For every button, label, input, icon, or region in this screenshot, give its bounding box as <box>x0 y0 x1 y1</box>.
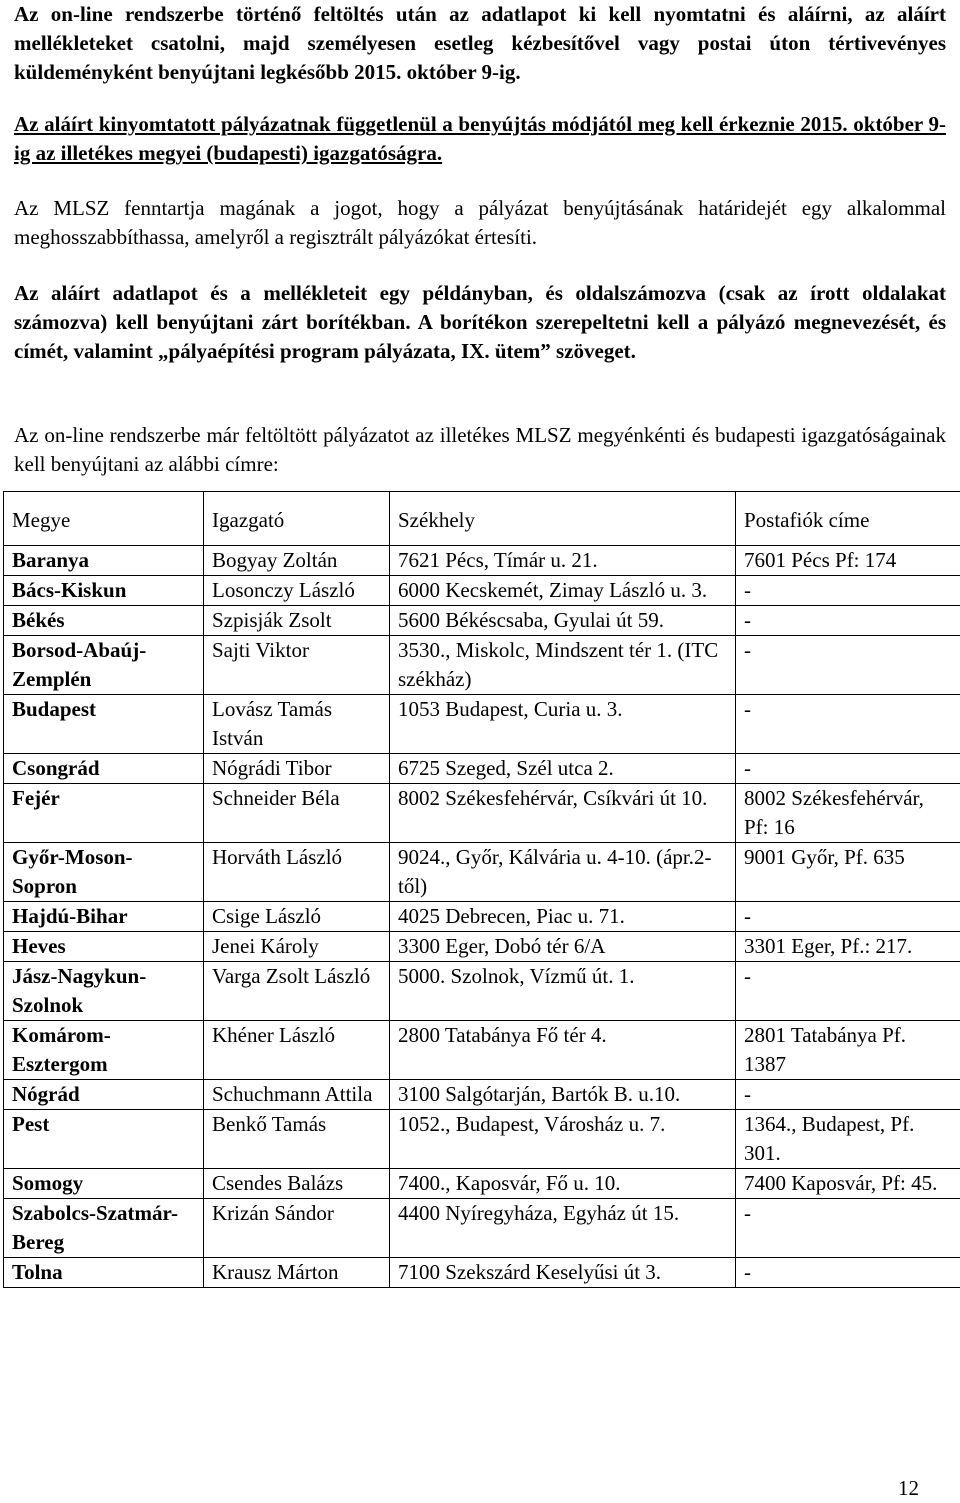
director-cell: Benkő Tamás <box>204 1110 390 1169</box>
county-cell: Tolna <box>4 1258 204 1288</box>
seat-cell: 4025 Debrecen, Piac u. 71. <box>390 902 736 932</box>
seat-cell: 1052., Budapest, Városház u. 7. <box>390 1110 736 1169</box>
header-seat: Székhely <box>390 492 736 546</box>
table-row <box>4 1110 960 1169</box>
envelope-paragraph: Az aláírt adatlapot és a mellékleteit egy példányban, és oldalszámozva (csak az írott oldalakat számozva) kell benyújtani zárt borítékban. A borítékon szerepeltetni kell a pályázó megnevezését, és címét, valamint „pályaépítési program pályázata, IX. ütem” szöveget. <box>14 279 946 366</box>
county-cell: Békés <box>4 606 204 636</box>
county-cell: Csongrád <box>4 754 204 784</box>
director-cell: Krizán Sándor <box>204 1199 390 1258</box>
address-intro-paragraph: Az on-line rendszerbe már feltöltött pályázatot az illetékes MLSZ megyénkénti és budapesti igazgatóságainak kell benyújtani az alábbi címre: <box>14 421 946 479</box>
pobox-cell: - <box>736 962 960 1021</box>
director-cell: Khéner László <box>204 1021 390 1080</box>
director-cell: Lovász Tamás István <box>204 695 390 754</box>
county-cell: Somogy <box>4 1169 204 1199</box>
pobox-cell: - <box>736 902 960 932</box>
county-cell: Győr-Moson-Sopron <box>4 843 204 902</box>
director-cell: Csige László <box>204 902 390 932</box>
seat-cell: 5600 Békéscsaba, Gyulai út 59. <box>390 606 736 636</box>
county-cell: Szabolcs-Szatmár-Bereg <box>4 1199 204 1258</box>
deadline-paragraph: Az aláírt kinyomtatott pályázatnak függetlenül a benyújtás módjától meg kell érkeznie 2015. október 9-ig az illetékes megyei (budapesti) igazgatóságra. <box>14 110 946 168</box>
pobox-cell: - <box>736 606 960 636</box>
pobox-cell: - <box>736 1080 960 1110</box>
seat-cell: 1053 Budapest, Curia u. 3. <box>390 695 736 754</box>
director-cell: Varga Zsolt László <box>204 962 390 1021</box>
seat-cell: 7100 Szekszárd Keselyűsi út 3. <box>390 1258 736 1288</box>
county-cell: Baranya <box>4 546 204 576</box>
director-cell: Losonczy László <box>204 576 390 606</box>
header-director: Igazgató <box>204 492 390 546</box>
table-row <box>4 576 960 606</box>
county-cell: Nógrád <box>4 1080 204 1110</box>
pobox-cell: 8002 Székesfehérvár, Pf: 16 <box>736 784 960 843</box>
director-cell: Krausz Márton <box>204 1258 390 1288</box>
county-cell: Jász-Nagykun-Szolnok <box>4 962 204 1021</box>
pobox-cell: 7601 Pécs Pf: 174 <box>736 546 960 576</box>
table-row <box>4 784 960 843</box>
seat-cell: 2800 Tatabánya Fő tér 4. <box>390 1021 736 1080</box>
page-number: 12 <box>898 1474 919 1503</box>
table-row <box>4 695 960 754</box>
table-row <box>4 932 960 962</box>
seat-cell: 3530., Miskolc, Mindszent tér 1. (ITC székház) <box>390 636 736 695</box>
county-cell: Pest <box>4 1110 204 1169</box>
pobox-cell: - <box>736 1199 960 1258</box>
pobox-cell: - <box>736 695 960 754</box>
extension-paragraph: Az MLSZ fenntartja magának a jogot, hogy a pályázat benyújtásának határidejét egy alkalommal meghosszabbíthassa, amelyről a regisztrált pályázókat értesíti. <box>14 194 946 252</box>
director-cell: Schuchmann Attila <box>204 1080 390 1110</box>
director-cell: Csendes Balázs <box>204 1169 390 1199</box>
seat-cell: 8002 Székesfehérvár, Csíkvári út 10. <box>390 784 736 843</box>
table-header-row <box>4 492 960 546</box>
county-cell: Heves <box>4 932 204 962</box>
table-row <box>4 546 960 576</box>
director-cell: Szpisják Zsolt <box>204 606 390 636</box>
submission-paragraph: Az on-line rendszerbe történő feltöltés után az adatlapot ki kell nyomtatni és aláírni, az aláírt mellékleteket csatolni, majd személyesen esetleg kézbesítővel vagy postai úton tértivevényes küldeményként benyújtani legkésőbb 2015. október 9-ig. <box>14 0 946 87</box>
table-row <box>4 843 960 902</box>
directorate-table <box>3 491 960 1288</box>
table-row <box>4 754 960 784</box>
header-pobox: Postafiók címe <box>736 492 960 546</box>
seat-cell: 9024., Győr, Kálvária u. 4-10. (ápr.2-től) <box>390 843 736 902</box>
county-cell: Komárom-Esztergom <box>4 1021 204 1080</box>
table-row <box>4 902 960 932</box>
table-row <box>4 1199 960 1258</box>
table-row <box>4 1169 960 1199</box>
seat-cell: 3300 Eger, Dobó tér 6/A <box>390 932 736 962</box>
pobox-cell: 2801 Tatabánya Pf. 1387 <box>736 1021 960 1080</box>
seat-cell: 6725 Szeged, Szél utca 2. <box>390 754 736 784</box>
table-row <box>4 1080 960 1110</box>
director-cell: Sajti Viktor <box>204 636 390 695</box>
pobox-cell: - <box>736 636 960 695</box>
seat-cell: 4400 Nyíregyháza, Egyház út 15. <box>390 1199 736 1258</box>
header-county: Megye <box>4 492 204 546</box>
pobox-cell: 7400 Kaposvár, Pf: 45. <box>736 1169 960 1199</box>
table-row <box>4 1021 960 1080</box>
pobox-cell: 9001 Győr, Pf. 635 <box>736 843 960 902</box>
seat-cell: 5000. Szolnok, Vízmű út. 1. <box>390 962 736 1021</box>
seat-cell: 7621 Pécs, Tímár u. 21. <box>390 546 736 576</box>
pobox-cell: - <box>736 1258 960 1288</box>
pobox-cell: - <box>736 576 960 606</box>
county-cell: Borsod-Abaúj-Zemplén <box>4 636 204 695</box>
director-cell: Schneider Béla <box>204 784 390 843</box>
table-row <box>4 636 960 695</box>
pobox-cell: 3301 Eger, Pf.: 217. <box>736 932 960 962</box>
county-cell: Budapest <box>4 695 204 754</box>
county-cell: Hajdú-Bihar <box>4 902 204 932</box>
director-cell: Jenei Károly <box>204 932 390 962</box>
table-row <box>4 606 960 636</box>
county-cell: Bács-Kiskun <box>4 576 204 606</box>
pobox-cell: 1364., Budapest, Pf. 301. <box>736 1110 960 1169</box>
table-row <box>4 962 960 1021</box>
director-cell: Bogyay Zoltán <box>204 546 390 576</box>
seat-cell: 6000 Kecskemét, Zimay László u. 3. <box>390 576 736 606</box>
director-cell: Nógrádi Tibor <box>204 754 390 784</box>
county-cell: Fejér <box>4 784 204 843</box>
seat-cell: 7400., Kaposvár, Fő u. 10. <box>390 1169 736 1199</box>
table-row <box>4 1258 960 1288</box>
director-cell: Horváth László <box>204 843 390 902</box>
seat-cell: 3100 Salgótarján, Bartók B. u.10. <box>390 1080 736 1110</box>
pobox-cell: - <box>736 754 960 784</box>
